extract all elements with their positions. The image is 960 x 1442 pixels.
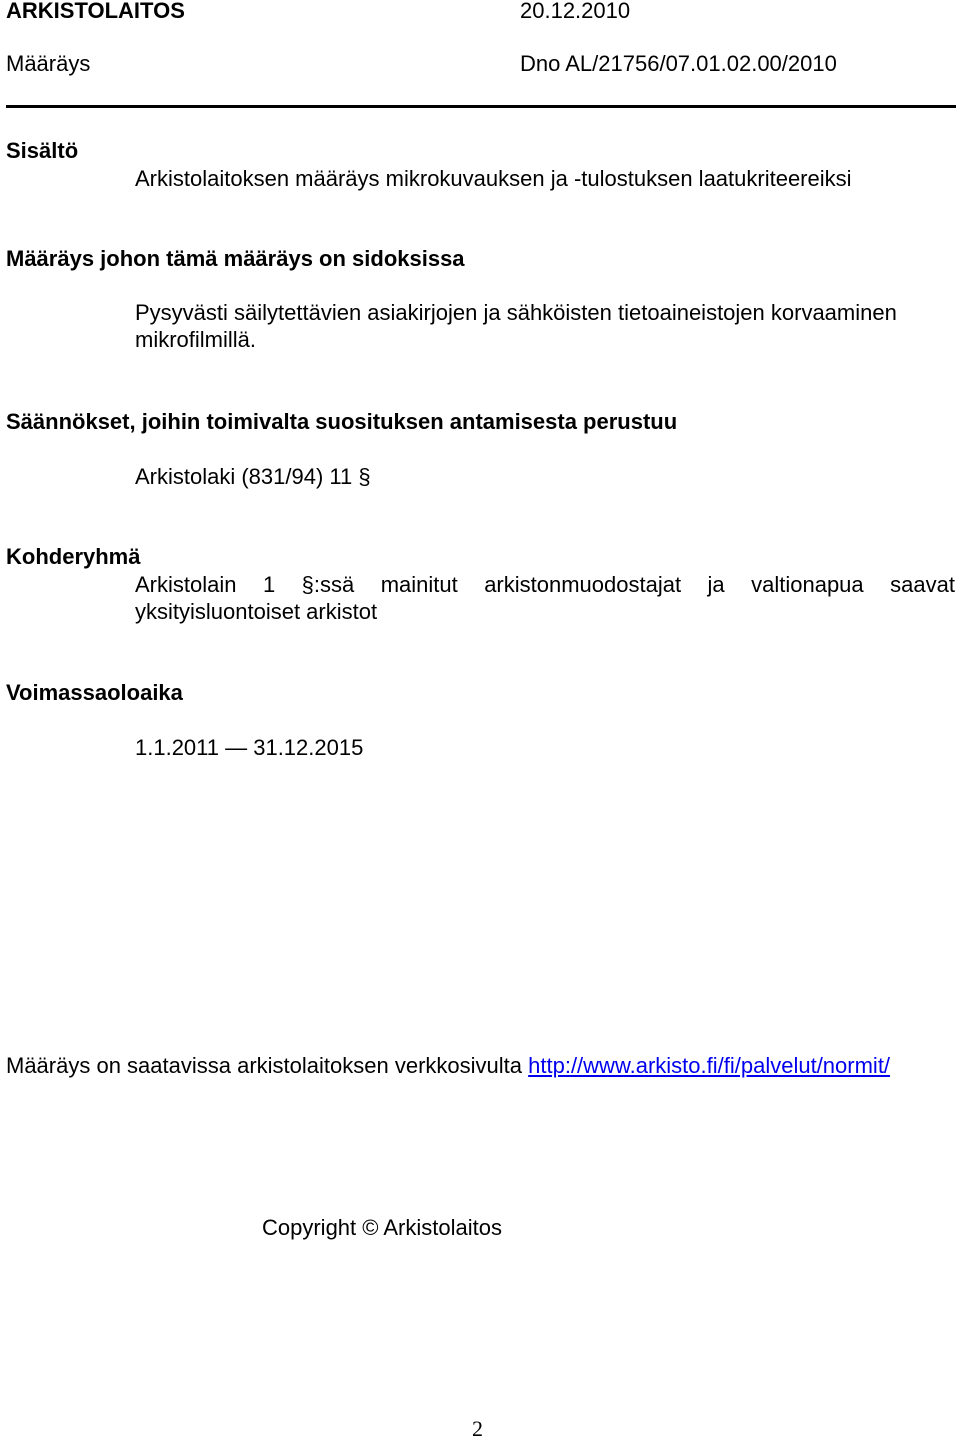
target-text-line1 [135,572,955,598]
target-word: mainitut [380,572,458,597]
target-heading: Kohderyhmä [6,544,141,569]
target-word: arkistonmuodostajat [484,572,682,597]
basis-text: Arkistolaki (831/94) 11 § [135,464,371,489]
target-word: saavat [890,572,955,597]
validity-heading: Voimassaoloaika [6,680,183,705]
regulations-link[interactable]: http://www.arkisto.fi/fi/palvelut/normit/ [528,1053,891,1078]
target-word: §:ssä [301,572,355,597]
availability-line [6,1053,890,1079]
target-word: Arkistolain [135,572,237,597]
content-heading: Sisältö [6,138,79,163]
validity-text: 1.1.2011 — 31.12.2015 [135,735,364,760]
header-dno: Dno AL/21756/07.01.02.00/2010 [520,51,837,76]
header-divider [6,105,956,108]
related-heading: Määräys johon tämä määräys on sidoksissa [6,246,465,271]
page-number: 2 [472,1416,483,1441]
related-text-line1: Pysyvästi säilytettävien asiakirjojen ja sähköisten tietoaineistojen korvaaminen [135,300,897,325]
content-text: Arkistolaitoksen määräys mikrokuvauksen ja -tulostuksen laatukriteereiksi [135,166,852,191]
basis-heading: Säännökset, joihin toimivalta suosituksen antamisesta perustuu [6,409,678,434]
target-text-line2: yksityisluontoiset arkistot [135,599,378,624]
copyright-notice: Copyright © Arkistolaitos [262,1215,502,1240]
target-word: valtionapua [751,572,864,597]
header-organization: ARKISTOLAITOS [6,0,185,23]
header-date: 20.12.2010 [520,0,631,23]
target-word: ja [707,572,725,597]
header-document-type: Määräys [6,51,91,76]
target-word: 1 [262,572,276,597]
availability-text: Määräys on saatavissa arkistolaitoksen verkkosivulta [6,1053,523,1078]
related-text-line2: mikrofilmillä. [135,327,256,352]
